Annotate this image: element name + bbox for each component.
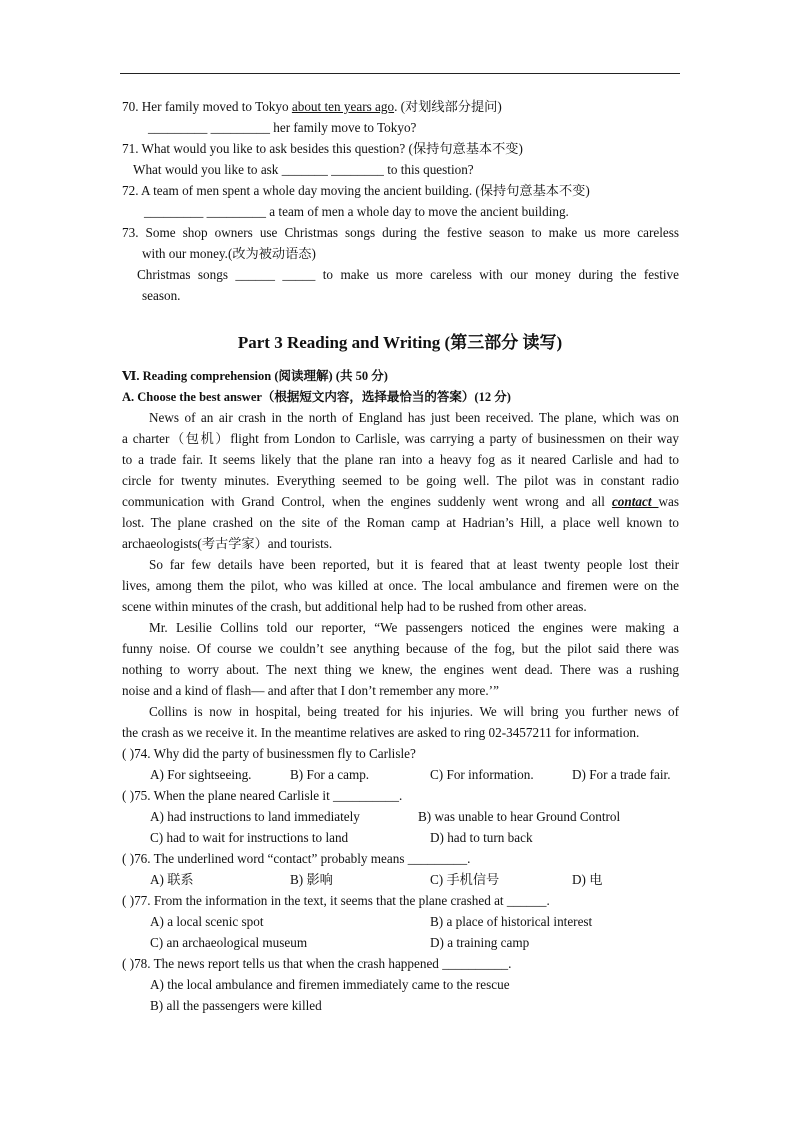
- q76-option-c[interactable]: C) 手机信号: [430, 872, 500, 887]
- q70-instruction: . (对划线部分提问): [394, 99, 502, 114]
- q74-option-b[interactable]: B) For a camp.: [290, 767, 370, 782]
- p4-line1: Collins is now in hospital, being treated for his injuries. We will bring you further news of: [149, 704, 679, 719]
- question-74: ( )74. Why did the party of businessmen fly to Carlisle?: [122, 746, 416, 761]
- part-title: Part 3 Reading and Writing (第三部分 读写): [237, 333, 563, 352]
- q76-option-d[interactable]: D) 电: [572, 872, 603, 887]
- q74-option-d[interactable]: D) For a trade fair.: [572, 767, 671, 782]
- q75-option-a[interactable]: A) had instructions to land immediately: [150, 809, 360, 824]
- section-heading: Ⅵ. Reading comprehension (阅读理解) (共 50 分): [122, 369, 388, 383]
- p2-line2: lives, among them the pilot, who was killed at once. The local ambulance and firemen were on the: [122, 578, 679, 593]
- q77-option-a[interactable]: A) a local scenic spot: [150, 914, 264, 929]
- question-77: ( )77. From the information in the text, it seems that the plane crashed at ______.: [122, 893, 550, 908]
- p3-line1: Mr. Lesilie Collins told our reporter, “We passengers noticed the engines were making a: [149, 620, 679, 635]
- question-70: [122, 98, 502, 115]
- p1-line5-end: was: [658, 494, 679, 509]
- p1-line5-text: communication with Grand Control, when the engines suddenly went wrong and all: [122, 494, 612, 509]
- question-78: ( )78. The news report tells us that when the crash happened __________.: [122, 956, 512, 971]
- q75-option-d[interactable]: D) had to turn back: [430, 830, 533, 845]
- p4-line2: the crash as we receive it. In the meantime relatives are asked to ring 02-3457211 for information.: [122, 725, 640, 740]
- q77-option-d[interactable]: D) a training camp: [430, 935, 530, 950]
- q76-option-b[interactable]: B) 影响: [290, 872, 333, 887]
- q72-answer-line: _________ _________ a team of men a whole day to move the ancient building.: [144, 204, 569, 219]
- q70-underlined: about ten years ago: [291, 99, 395, 114]
- p1-line3: to a trade fair. It seems likely that the plane ran into a heavy fog as it neared Carlisle and had to: [122, 452, 679, 467]
- q78-option-b[interactable]: B) all the passengers were killed: [150, 998, 322, 1013]
- p3-line2: funny noise. Of course we couldn’t see anything because of the fog, but the pilot said there was: [122, 641, 679, 656]
- sub-heading: A. Choose the best answer（根据短文内容，选择最恰当的答案）(12 分): [122, 390, 511, 404]
- q75-option-c[interactable]: C) had to wait for instructions to land: [150, 830, 349, 845]
- question-73-line2: with our money.(改为被动语态): [142, 246, 316, 261]
- q70-answer-line: _________ _________ her family move to Tokyo?: [148, 120, 417, 135]
- p2-line1: So far few details have been reported, but it is feared that at least twenty people lost their: [149, 557, 679, 572]
- p1-line4: circle for twenty minutes. Everything seemed to be going well. The pilot was in constant radio: [122, 473, 679, 488]
- p1-line6: lost. The plane crashed on the site of the Roman camp at Hadrian’s Hill, a place well known to: [122, 515, 679, 530]
- p1-line5: [122, 493, 679, 510]
- q77-option-c[interactable]: C) an archaeological museum: [150, 935, 308, 950]
- q74-option-a[interactable]: A) For sightseeing.: [150, 767, 252, 782]
- q73-answer-line2: season.: [142, 288, 181, 303]
- q75-option-b[interactable]: B) was unable to hear Ground Control: [418, 809, 621, 824]
- q70-text: 70. Her family moved to Tokyo: [122, 99, 292, 114]
- q71-answer-line: What would you like to ask _______ ________ to this question?: [133, 162, 474, 177]
- question-75: ( )75. When the plane neared Carlisle it __________.: [122, 788, 403, 803]
- question-76: ( )76. The underlined word “contact” probably means _________.: [122, 851, 471, 866]
- q73-answer-line1: Christmas songs ______ _____ to make us more careless with our money during the festive: [137, 267, 679, 282]
- q74-option-c[interactable]: C) For information.: [430, 767, 534, 782]
- p1-line2: a charter（包机）flight from London to Carlisle, was carrying a party of businessmen on their way: [122, 431, 679, 446]
- question-72: 72. A team of men spent a whole day moving the ancient building. (保持句意基本不变): [122, 183, 590, 198]
- header-rule: [120, 73, 680, 74]
- p1-line7: archaeologists(考古学家）and tourists.: [122, 536, 333, 551]
- p1-line1: News of an air crash in the north of England has just been received. The plane, which was on: [149, 410, 679, 425]
- q77-option-b[interactable]: B) a place of historical interest: [430, 914, 593, 929]
- question-71: 71. What would you like to ask besides this question? (保持句意基本不变): [122, 141, 523, 156]
- p2-line3: scene within minutes of the crash, but additional help had to be rushed from other areas.: [122, 599, 587, 614]
- p3-line3: nothing to worry about. The next thing we knew, the engines went dead. There was a rushing: [122, 662, 679, 677]
- underlined-word-contact: contact: [611, 494, 659, 509]
- p3-line4: noise and a kind of flash— and after that I don’t remember any more.’”: [122, 683, 499, 698]
- q78-option-a[interactable]: A) the local ambulance and firemen immediately came to the rescue: [150, 977, 510, 992]
- q76-option-a[interactable]: A) 联系: [150, 872, 194, 887]
- question-73-line1: 73. Some shop owners use Christmas songs during the festive season to make us more careless: [122, 225, 679, 240]
